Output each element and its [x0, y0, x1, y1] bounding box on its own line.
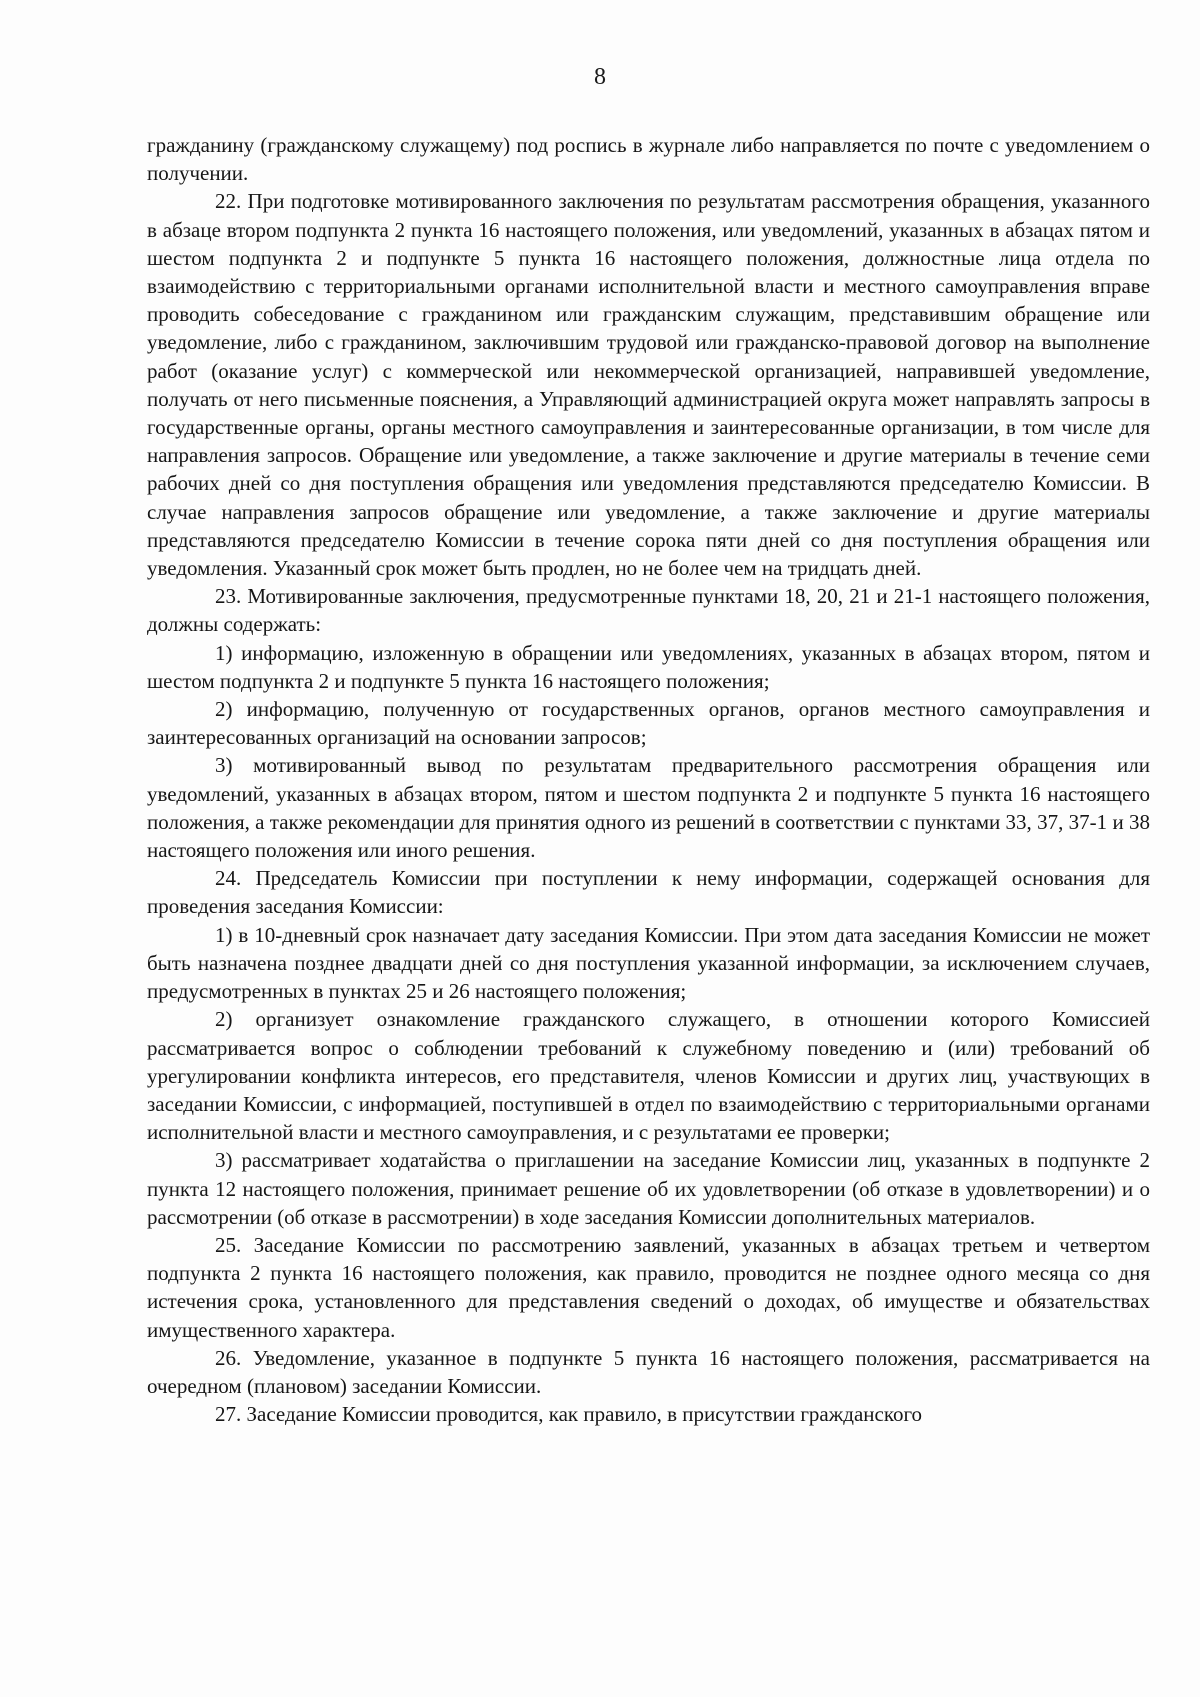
paragraph-24-item-3: 3) рассматривает ходатайства о приглашении на заседание Комиссии лиц, указанных в подпункте 2 пункта 12 настоящего положения, принимает решение об их удовлетворении (об отказе в удовлетворении) и о рассмотрении (об отказе в рассмотрении) в ходе заседания Комиссии дополнительных материалов. [147, 1148, 1150, 1229]
paragraph-23: 23. Мотивированные заключения, предусмотренные пунктами 18, 20, 21 и 21-1 настоящего положения, должны содержать: [147, 584, 1150, 637]
paragraph-25: 25. Заседание Комиссии по рассмотрению заявлений, указанных в абзацах третьем и четвертом подпункта 2 пункта 16 настоящего положения, как правило, проводится не позднее одного месяца со дня истечения срока, установленного для представления сведений о доходах, об имуществе и обязательствах имущественного характера. [147, 1232, 1150, 1342]
document-body [147, 131, 1150, 1428]
paragraph-22: 22. При подготовке мотивированного заключения по результатам рассмотрения обращения, указанного в абзаце втором подпункта 2 пункта 16 настоящего положения, или уведомлений, указанных в абзацах пятом и шестом подпункта 2 и подпункте 5 пункта 16 настоящего положения, должностные лица отдела по взаимодействию с территориальными органами исполнительной власти и местного самоуправления вправе проводить собеседование с гражданином или гражданским служащим, представившим обращение или уведомление, либо с гражданином, заключившим трудовой или гражданско-правовой договор на выполнение работ (оказание услуг) с коммерческой или некоммерческой организацией, направившей уведомление, получать от него письменные пояснения, а Управляющий администрацией округа может направлять запросы в государственные органы, органы местного самоуправления и заинтересованные организации, в том числе для направления запросов. Обращение или уведомление, а также заключение и другие материалы в течение семи рабочих дней со дня поступления обращения или уведомления представляются председателю Комиссии. В случае направления запросов обращение или уведомление, а также заключение и другие материалы представляются председателю Комиссии в течение сорока пяти дней со дня поступления обращения или уведомления. Указанный срок может быть продлен, но не более чем на тридцать дней. [147, 189, 1150, 581]
paragraph-24-item-1: 1) в 10-дневный срок назначает дату заседания Комиссии. При этом дата заседания Комиссии не может быть назначена позднее двадцати дней со дня поступления указанной информации, за исключением случаев, предусмотренных в пунктах 25 и 26 настоящего положения; [147, 922, 1150, 1004]
paragraph-24-item-2: 2) организует ознакомление гражданского служащего, в отношении которого Комиссией рассматривается вопрос о соблюдении требований к служебному поведению и (или) требований об урегулировании конфликта интересов, его представителя, членов Комиссии и других лиц, участвующих в заседании Комиссии, с информацией, поступившей в отдел по взаимодействию с территориальными органами исполнительной власти и местного самоуправления, и с результатами ее проверки; [147, 1007, 1150, 1145]
paragraph-26: 26. Уведомление, указанное в подпункте 5 пункта 16 настоящего положения, рассматривается на очередном (плановом) заседании Комиссии. [147, 1345, 1150, 1398]
paragraph-23-item-3: 3) мотивированный вывод по результатам предварительного рассмотрения обращения или уведомлений, указанных в абзацах втором, пятом и шестом подпункта 2 и подпункте 5 пункта 16 настоящего положения, а также рекомендации для принятия одного из решений в соответствии с пунктами 33, 37, 37-1 и 38 настоящего положения или иного решения. [147, 753, 1150, 863]
paragraph-27: 27. Заседание Комиссии проводится, как правило, в присутствии гражданского [215, 1402, 923, 1427]
paragraph-24: 24. Председатель Комиссии при поступлении к нему информации, содержащей основания для проведения заседания Комиссии: [147, 866, 1150, 919]
paragraph-continuation: гражданину (гражданскому служащему) под роспись в журнале либо направляется по почте с уведомлением о получении. [147, 133, 1150, 186]
paragraph-23-item-1: 1) информацию, изложенную в обращении или уведомлениях, указанных в абзацах втором, пятом и шестом подпункта 2 и подпункте 5 пункта 16 настоящего положения; [147, 640, 1150, 693]
paragraph-23-item-2: 2) информацию, полученную от государственных органов, органов местного самоуправления и заинтересованных организаций на основании запросов; [147, 697, 1150, 750]
page-number: 8 [594, 64, 606, 90]
